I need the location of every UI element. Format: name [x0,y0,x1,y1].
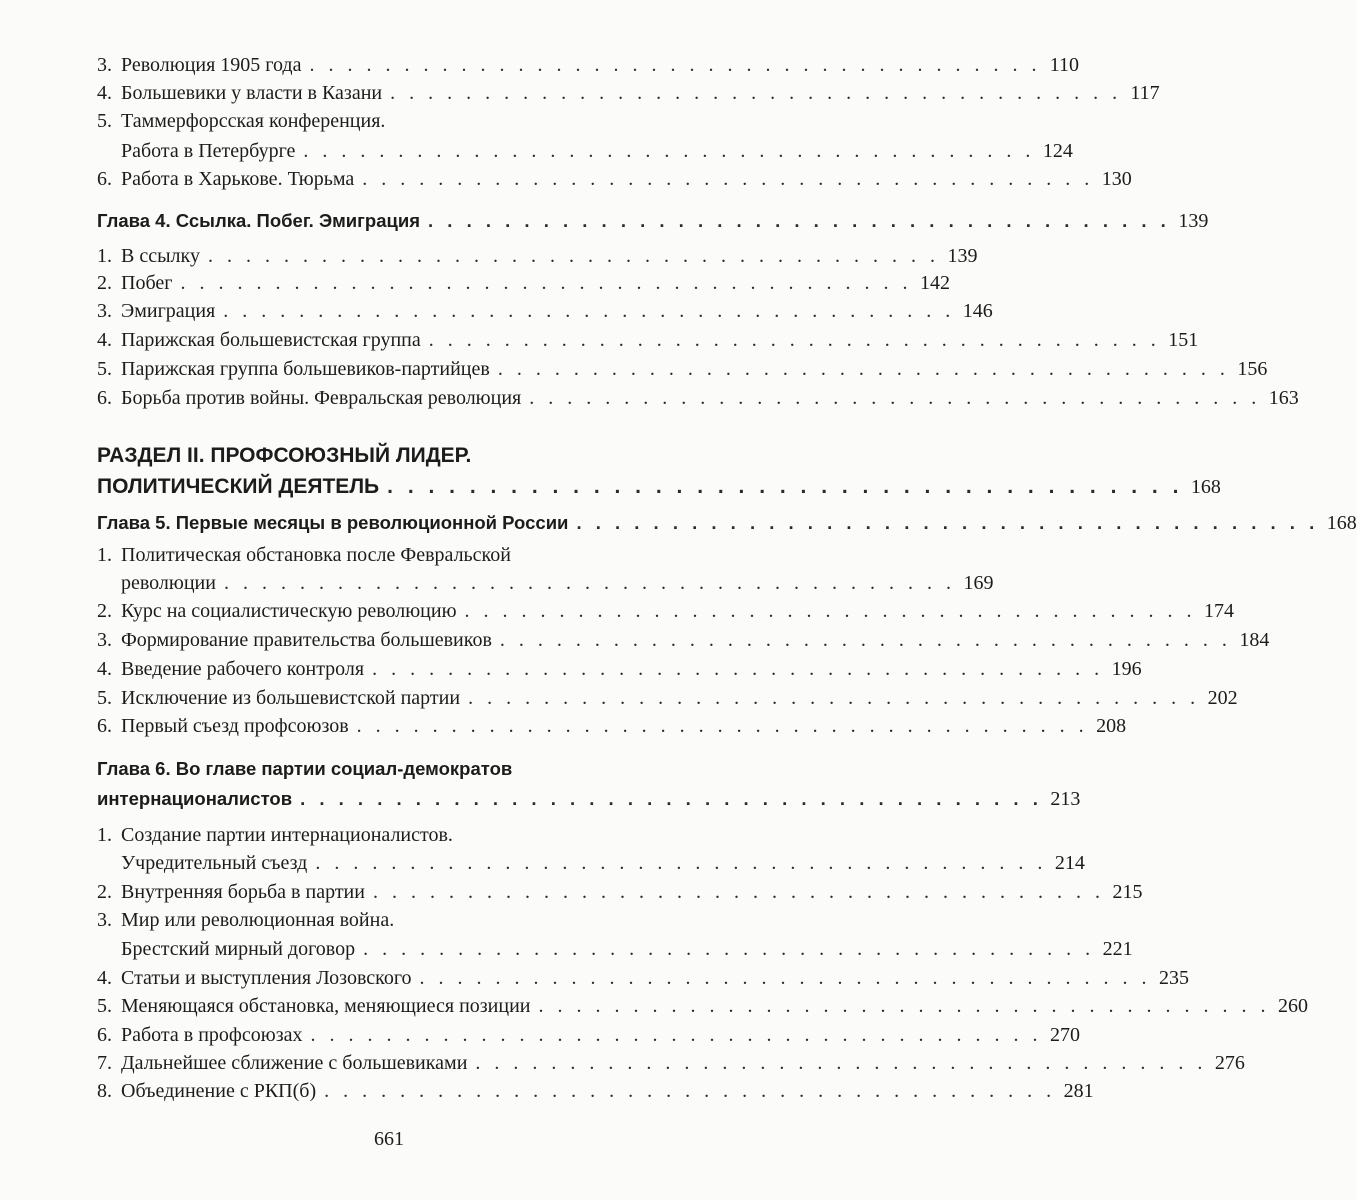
toc-entry [97,1022,1080,1048]
entry-number: 6. [97,715,112,737]
leader-dots: . . . . . . . . . . . . . . . . . . . . . . . . . . . . . . . . . . . . . . . [324,1080,1056,1102]
leader-dots: . . . . . . . . . . . . . . . . . . . . . . . . . . . . . . . . . . . . . . . [497,358,1230,380]
entry-number: 1. [97,824,112,846]
entry-page: 215 [1112,881,1143,903]
toc-entry [97,356,1268,382]
leader-dots: . . . . . . . . . . . . . . . . . . . . . . . . . . . . . . . . . . . . . . . [362,168,1094,190]
chapter-title-continuation: интернационалистов [97,788,293,809]
leader-dots: . . . . . . . . . . . . . . . . . . . . . . . . . . . . . . . . . . . . . . . [223,572,956,594]
section-title-continuation: ПОЛИТИЧЕСКИЙ ДЕЯТЕЛЬ [97,475,380,498]
entry-page: 110 [1049,54,1079,76]
entry-page: 156 [1237,358,1268,380]
toc-entry [97,385,1299,411]
entry-title: Внутренняя борьба в партии [121,881,365,903]
entry-title: В ссылку [121,245,200,267]
toc-entry-line1 [97,542,675,568]
entry-title: Большевики у власти в Казани [121,82,383,104]
entry-title: Введение рабочего контроля [121,658,365,680]
entry-page: 117 [1130,82,1160,104]
chapter-page: 213 [1050,788,1081,810]
entry-number: 1. [97,245,112,267]
entry-page: 130 [1101,168,1132,190]
entry-page: 196 [1111,658,1142,680]
entry-page: 276 [1214,1052,1245,1074]
leader-dots: . . . . . . . . . . . . . . . . . . . . . . . . . . . . . . . . . . . . . . . [419,967,1152,989]
entry-page: 260 [1278,995,1308,1017]
leader-dots: . . . . . . . . . . . . . . . . . . . . . . . . . . . . . . . . . . . . . . . [475,1052,1207,1074]
entry-number: 4. [97,658,112,680]
entry-number: 3. [97,629,112,651]
entry-page: 169 [963,572,994,594]
leader-dots: . . . . . . . . . . . . . . . . . . . . . . . . . . . . . . . . . . . . . . . [428,210,1171,231]
leader-dots: . . . . . . . . . . . . . . . . . . . . . . . . . . . . . . . . . . . . . . . [529,387,1261,409]
entry-number: 5. [97,995,112,1017]
entry-number: 7. [97,1052,112,1074]
entry-title: Дальнейшее сближение с большевиками [121,1052,468,1074]
entry-title: Создание партии интернационалистов. [121,824,453,846]
entry-title: Статьи и выступления Лозовского [121,967,412,989]
leader-dots: . . . . . . . . . . . . . . . . . . . . . . . . . . . . . . . . . . . . . . . [363,938,1095,960]
entry-number: 2. [97,272,112,294]
entry-title: Эмиграция [121,300,216,322]
entry-title: Исключение из большевистской партии [121,687,461,709]
entry-page: 184 [1239,629,1270,651]
entry-title: Формирование правительства большевиков [121,629,492,651]
entry-number: 1. [97,544,112,566]
entry-number: 6. [97,168,112,190]
entry-title: Меняющаяся обстановка, меняющиеся позиции [121,995,531,1017]
leader-dots: . . . . . . . . . . . . . . . . . . . . . . . . . . . . . . . . . . . . . . . [390,82,1122,104]
leader-dots: . . . . . . . . . . . . . . . . . . . . . . . . . . . . . . . . . . . . . . . [309,54,1041,76]
entry-page: 174 [1204,600,1235,622]
leader-dots: . . . . . . . . . . . . . . . . . . . . . . . . . . . . . . . . . . . . . . . [310,1024,1042,1046]
toc-entry-line2 [121,850,1085,876]
entry-number: 4. [97,329,112,351]
toc-entry [97,52,1079,78]
toc-entry [97,1078,1094,1104]
entry-number: 5. [97,110,112,132]
chapter-heading-line1 [97,756,675,782]
entry-title: Первый съезд профсоюзов [121,715,349,737]
entry-title-continuation: Учредительный съезд [121,852,308,874]
chapter-page: 139 [1178,210,1209,232]
entry-title: Работа в профсоюзах [121,1024,303,1046]
toc-entry [97,965,1190,991]
entry-number: 2. [97,600,112,622]
entry-title: Мир или революционная война. [121,909,395,931]
entry-number: 6. [97,387,112,409]
leader-dots: . . . . . . . . . . . . . . . . . . . . . . . . . . . . . . . . . . . . . . . [387,475,1183,498]
toc-entry [97,270,950,296]
entry-title: Объединение с РКП(б) [121,1080,317,1102]
entry-title: Работа в Харькове. Тюрьма [121,168,355,190]
leader-dots: . . . . . . . . . . . . . . . . . . . . . . . . . . . . . . . . . . . . . . . [372,881,1105,903]
entry-number: 8. [97,1080,112,1102]
entry-title: Парижская группа большевиков-партийцев [121,358,490,380]
leader-dots: . . . . . . . . . . . . . . . . . . . . . . . . . . . . . . . . . . . . . . . [538,995,1270,1017]
entry-number: 3. [97,54,112,76]
entry-page: 221 [1102,938,1133,960]
chapter-page: 168 [1326,512,1357,534]
entry-number: 3. [97,300,112,322]
entry-number: 5. [97,687,112,709]
leader-dots: . . . . . . . . . . . . . . . . . . . . . . . . . . . . . . . . . . . . . . . [468,687,1200,709]
entry-page: 151 [1168,329,1199,351]
toc-entry [97,298,993,324]
entry-page: 214 [1054,852,1085,874]
toc-entry [97,598,1235,624]
toc-entry [97,327,1199,353]
chapter-title: Глава 5. Первые месяцы в революционной России [97,512,569,533]
toc-entry [97,627,1270,653]
entry-title: Борьба против войны. Февральская революция [121,387,522,409]
entry-page: 139 [947,245,978,267]
chapter-heading-line2 [97,786,1081,812]
entry-number: 4. [97,82,112,104]
toc-entry [97,243,978,269]
entry-title: Побег [121,272,173,294]
leader-dots: . . . . . . . . . . . . . . . . . . . . . . . . . . . . . . . . . . . . . . . [356,715,1089,737]
entry-title: Политическая обстановка после Февральской [121,544,511,566]
entry-title-continuation: Брестский мирный договор [121,938,356,960]
section-heading-line1: РАЗДЕЛ II. ПРОФСОЮЗНЫЙ ЛИДЕР. [97,444,472,467]
entry-title-continuation: Работа в Петербурге [121,140,296,162]
section-page: 168 [1190,476,1221,498]
entry-page: 208 [1096,715,1127,737]
entry-page: 281 [1063,1080,1094,1102]
entry-title: Парижская большевистская группа [121,329,421,351]
toc-entry [97,80,1160,106]
entry-title: Курс на социалистическую революцию [121,600,457,622]
leader-dots: . . . . . . . . . . . . . . . . . . . . . . . . . . . . . . . . . . . . . . . [499,629,1232,651]
entry-title: Революция 1905 года [121,54,302,76]
entry-title-continuation: революции [121,572,216,594]
toc-entry-line1 [97,907,675,933]
leader-dots: . . . . . . . . . . . . . . . . . . . . . . . . . . . . . . . . . . . . . . . [303,140,1035,162]
entry-page: 146 [962,300,993,322]
entry-title: Таммерфорсская конференция. [121,110,386,132]
toc-entry-line1 [97,822,675,848]
leader-dots: . . . . . . . . . . . . . . . . . . . . . . . . . . . . . . . . . . . . . . . [576,512,1319,533]
entry-page: 142 [919,272,950,294]
entry-page: 124 [1042,140,1073,162]
section-heading-line2 [97,474,1221,500]
entry-page: 270 [1049,1024,1080,1046]
leader-dots: . . . . . . . . . . . . . . . . . . . . . . . . . . . . . . . . . . . . . . . [207,245,940,267]
leader-dots: . . . . . . . . . . . . . . . . . . . . . . . . . . . . . . . . . . . . . . . [223,300,955,322]
chapter-title: Глава 6. Во главе партии социал-демократов [97,758,513,779]
entry-number: 4. [97,967,112,989]
page-number: 661 [374,1128,404,1150]
toc-entry [97,656,1142,682]
entry-number: 5. [97,358,112,380]
leader-dots: . . . . . . . . . . . . . . . . . . . . . . . . . . . . . . . . . . . . . . . [180,272,912,294]
toc-entry-line1 [97,108,675,134]
entry-number: 2. [97,881,112,903]
toc-entry [97,879,1143,905]
toc-entry [97,993,1308,1019]
chapter-title: Глава 4. Ссылка. Побег. Эмиграция [97,210,421,231]
chapter-heading [97,208,1209,234]
toc-entry [97,685,1238,711]
chapter-heading [97,510,1357,536]
toc-entry-line2 [121,570,994,596]
entry-number: 3. [97,909,112,931]
toc-entry [97,166,1132,192]
entry-page: 235 [1159,967,1190,989]
leader-dots: . . . . . . . . . . . . . . . . . . . . . . . . . . . . . . . . . . . . . . . [372,658,1104,680]
entry-page: 163 [1268,387,1299,409]
toc-entry [97,713,1127,739]
leader-dots: . . . . . . . . . . . . . . . . . . . . . . . . . . . . . . . . . . . . . . . [464,600,1197,622]
leader-dots: . . . . . . . . . . . . . . . . . . . . . . . . . . . . . . . . . . . . . . . [428,329,1161,351]
toc-entry-line2 [121,936,1133,962]
entry-number: 6. [97,1024,112,1046]
entry-page: 202 [1207,687,1238,709]
leader-dots: . . . . . . . . . . . . . . . . . . . . . . . . . . . . . . . . . . . . . . . [315,852,1047,874]
toc-entry [97,1050,1245,1076]
toc-entry-line2 [121,138,1073,164]
leader-dots: . . . . . . . . . . . . . . . . . . . . . . . . . . . . . . . . . . . . . . . [300,788,1043,809]
